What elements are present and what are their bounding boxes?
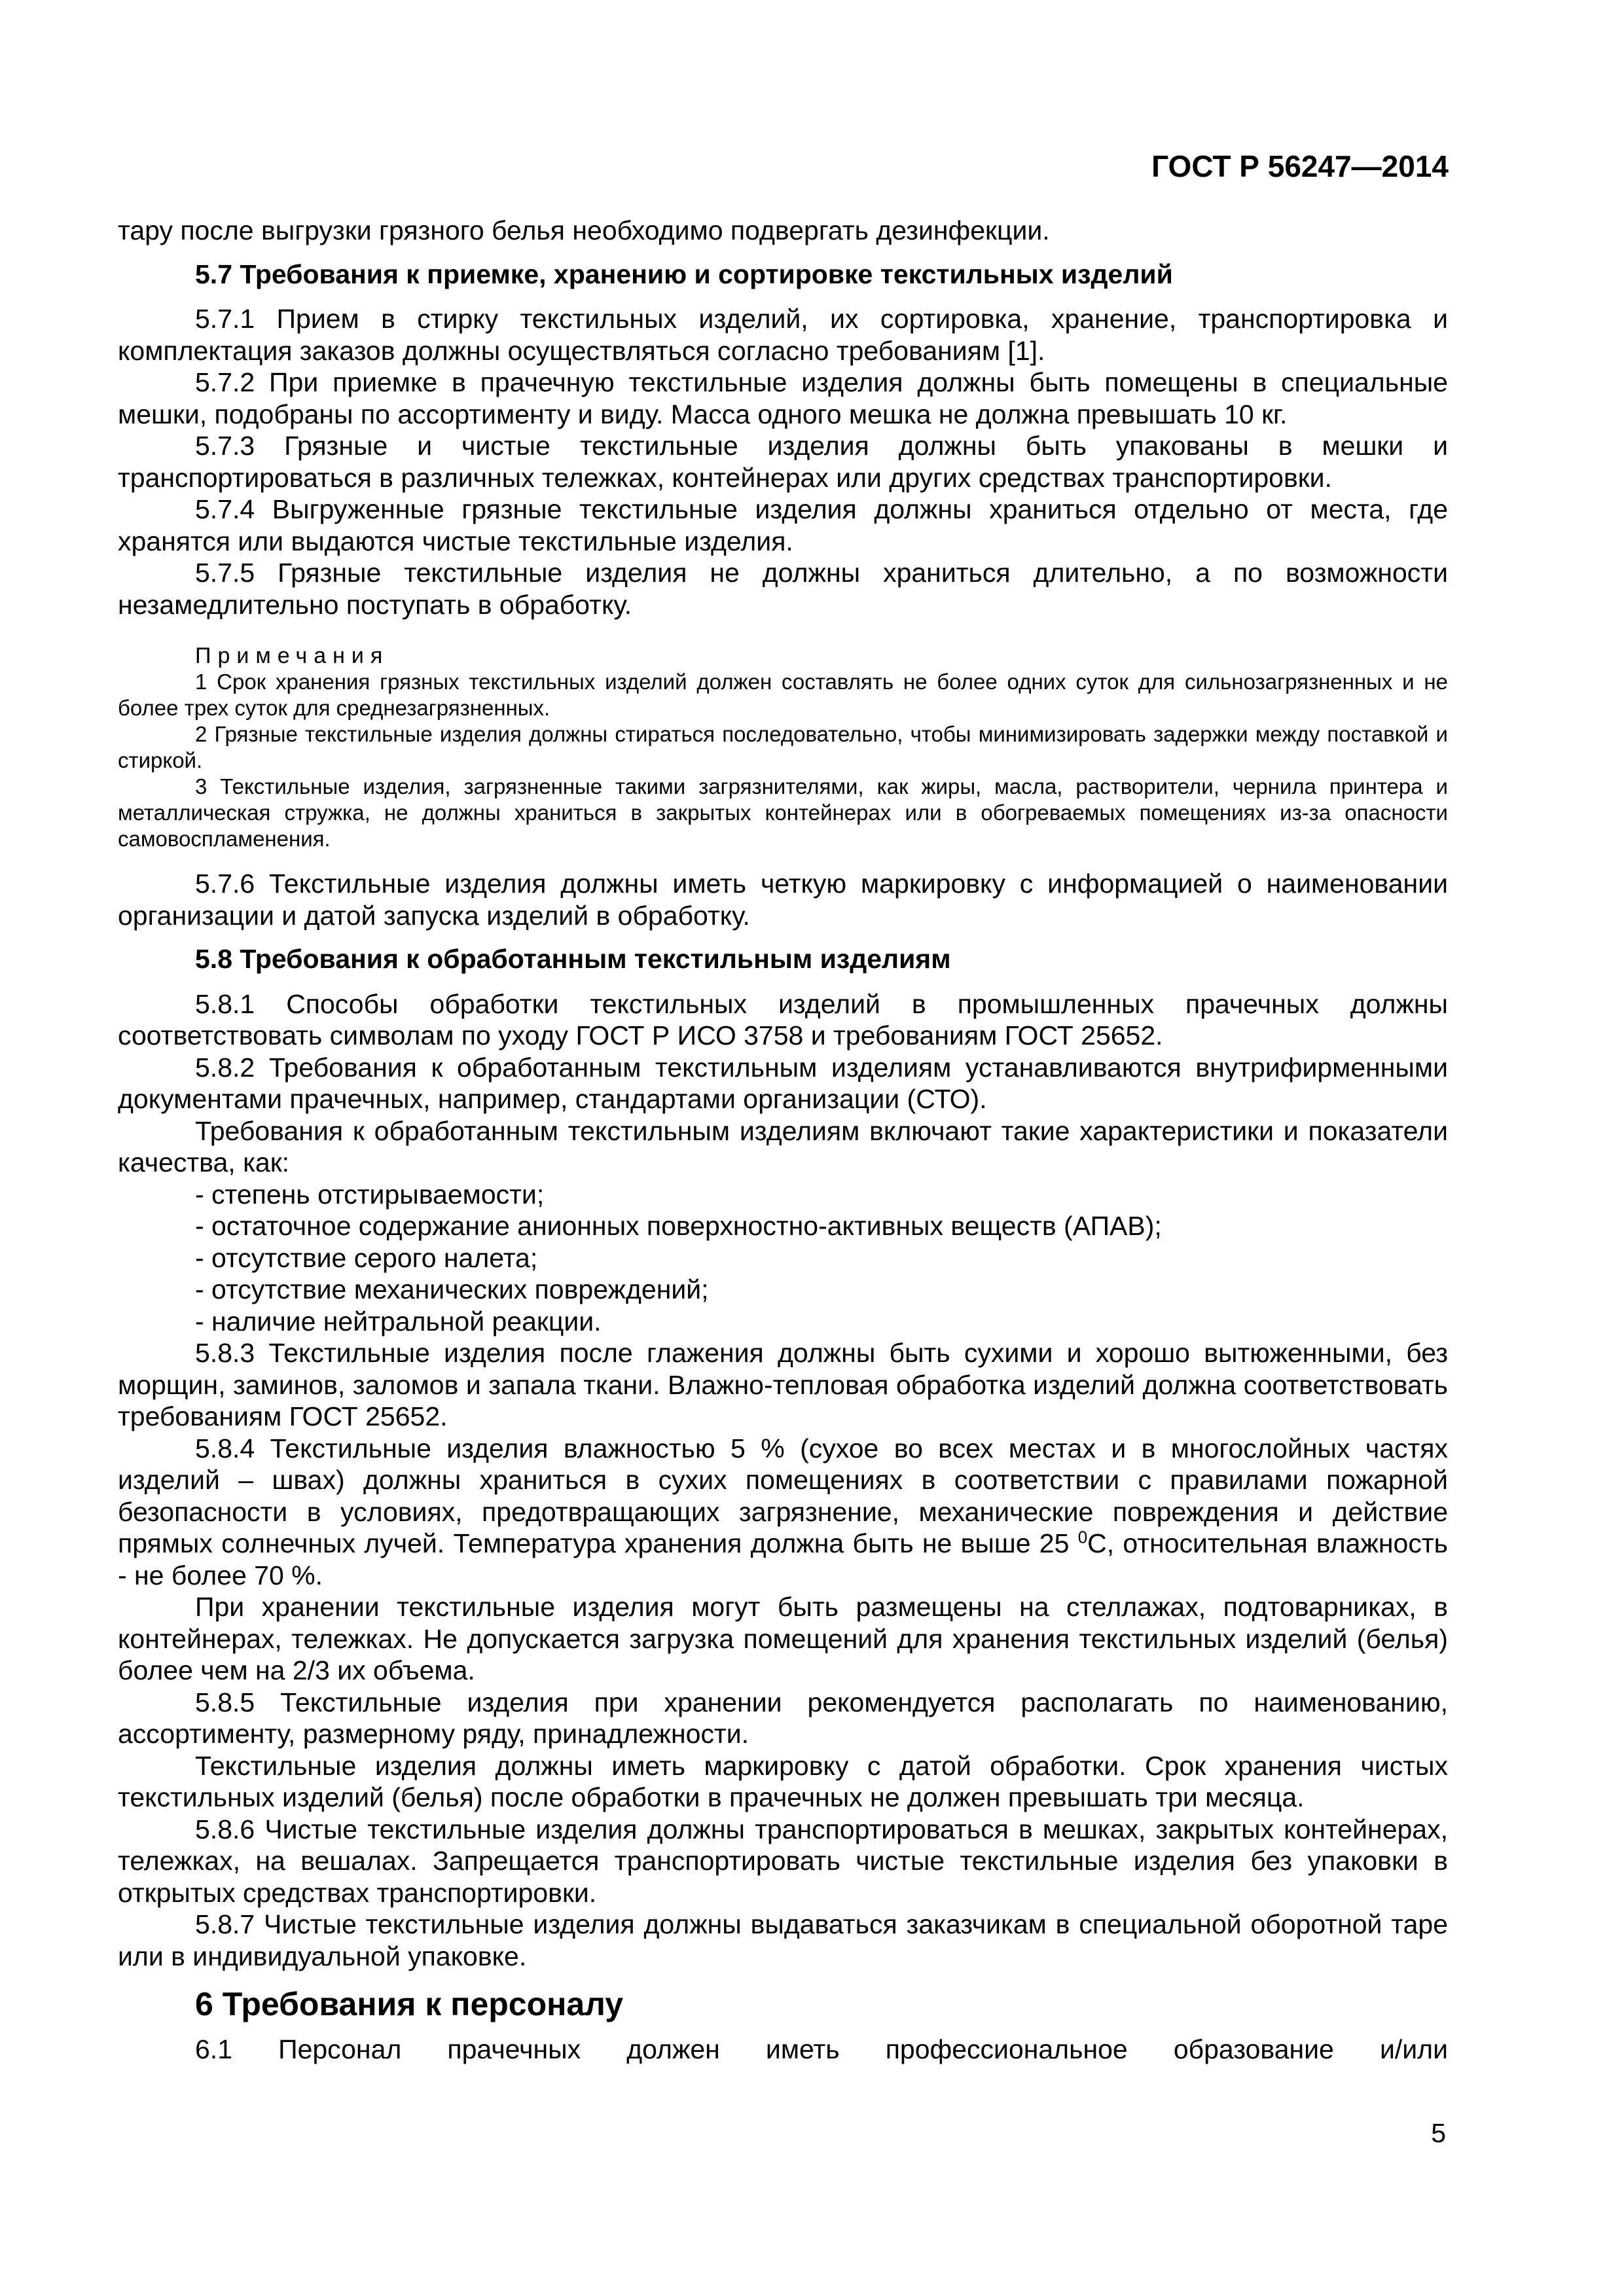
list-item: - остаточное содержание анионных поверхностно-активных веществ (АПАВ); <box>195 1211 1162 1241</box>
clause-5-7-1: 5.7.1 Прием в стирку текстильных изделий, их сортировка, хранение, транспортировка и комплектация заказов должны осуществляться согласно требованиям [1]. <box>118 304 1448 366</box>
clause-5-8-5-marking: Текстильные изделия должны иметь маркировку с датой обработки. Срок хранения чистых текстильных изделий (белья) после обработки в прачечных не должен превышать три месяца. <box>118 1750 1448 1812</box>
clause-6-1: 6.1 Персонал прачечных должен иметь профессиональное образование и/или <box>195 2034 1448 2064</box>
clause-5-7-5: 5.7.5 Грязные текстильные изделия не должны храниться длительно, а по возможности незамедлительно поступать в обработку. <box>118 558 1448 620</box>
note-1: 1 Срок хранения грязных текстильных изделий должен составлять не более одних суток для сильнозагрязненных и не более трех суток для среднезагрязненных. <box>118 670 1448 720</box>
note-2: 2 Грязные текстильные изделия должны стираться последовательно, чтобы минимизировать задержки между поставкой и стиркой. <box>118 722 1448 772</box>
clause-5-8-4-text-a: 5.8.4 Текстильные изделия влажностью 5 % (сухое во всех местах и в многослойных частях изделий – швах) должны храниться в сухих помещениях в соответствии с правилами пожарной безопасности в условиях, предотвращающих загрязнение, механические повреждения и действие прямых солнечных лучей. Температура хранения должна быть не выше 25 <box>118 1433 1448 1558</box>
clause-5-7-6: 5.7.6 Текстильные изделия должны иметь четкую маркировку с информацией о наименовании организации и датой запуска изделий в обработку. <box>118 869 1448 931</box>
page-number: 5 <box>1431 2118 1446 2148</box>
degree-superscript: 0 <box>1077 1527 1088 1547</box>
clause-5-8-2-requirements: Требования к обработанным текстильным изделиям включают такие характеристики и показатели качества, как: <box>118 1115 1448 1177</box>
notes-title: Примечания <box>195 643 389 668</box>
document-body <box>118 215 1448 2066</box>
paragraph-continuation: тару после выгрузки грязного белья необходимо подвергать дезинфекции. <box>118 215 1050 245</box>
clause-5-8-1: 5.8.1 Способы обработки текстильных изделий в промышленных прачечных должны соответствовать символам по уходу ГОСТ Р ИСО 3758 и требованиям ГОСТ 25652. <box>118 988 1448 1050</box>
section-heading-6: 6 Требования к персоналу <box>195 1986 624 2022</box>
list-item: - отсутствие механических повреждений; <box>195 1274 709 1304</box>
clause-5-8-4-text-b: С, относительная влажность - не более 70 %. <box>118 1528 1448 1590</box>
clause-5-7-4: 5.7.4 Выгруженные грязные текстильные изделия должны храниться отдельно от места, где хранятся или выдаются чистые текстильные изделия. <box>118 494 1448 556</box>
clause-5-8-4 <box>118 1433 1448 1592</box>
notes-block <box>118 669 1448 852</box>
clause-5-7-2: 5.7.2 При приемке в прачечную текстильные изделия должны быть помещены в специальные мешки, подобраны по ассортименту и виду. Масса одного мешка не должна превышать 10 кг. <box>118 367 1448 429</box>
section-heading-5-7: 5.7 Требования к приемке, хранению и сортировке текстильных изделий <box>195 259 1173 289</box>
clause-5-8-7: 5.8.7 Чистые текстильные изделия должны выдаваться заказчикам в специальной оборотной таре или в индивидуальной упаковке. <box>118 1909 1448 1971</box>
list-item: - наличие нейтральной реакции. <box>195 1306 602 1336</box>
clause-5-8-4-storage: При хранении текстильные изделия могут быть размещены на стеллажах, подтоварниках, в контейнерах, тележках. Не допускается загрузка помещений для хранения текстильных изделий (белья) более чем на 2/3 их объема. <box>118 1592 1448 1685</box>
clause-5-8-2: 5.8.2 Требования к обработанным текстильным изделиям устанавливаются внутрифирменными документами прачечных, например, стандартами организации (СТО). <box>118 1052 1448 1114</box>
list-item: - отсутствие серого налета; <box>195 1242 538 1273</box>
section-heading-5-8: 5.8 Требования к обработанным текстильным изделиям <box>195 944 951 974</box>
list-item: - степень отстирываемости; <box>195 1179 545 1210</box>
document-code: ГОСТ Р 56247—2014 <box>1151 149 1449 183</box>
note-3: 3 Текстильные изделия, загрязненные такими загрязнителями, как жиры, масла, растворители, чернила принтера и металлическая стружка, не должны храниться в закрытых контейнерах или в обогреваемых помещениях из-за опасности самовоспламенения. <box>118 774 1448 851</box>
clause-5-8-6: 5.8.6 Чистые текстильные изделия должны транспортироваться в мешках, закрытых контейнерах, тележках, на вешалах. Запрещается транспортировать чистые текстильные изделия без упаковки в открытых средствах транспортировки. <box>118 1814 1448 1908</box>
clause-5-8-5: 5.8.5 Текстильные изделия при хранении рекомендуется располагать по наименованию, ассортименту, размерному ряду, принадлежности. <box>118 1687 1448 1749</box>
clause-5-8-3: 5.8.3 Текстильные изделия после глажения должны быть сухими и хорошо вытюженными, без морщин, заминов, заломов и запала ткани. Влажно-тепловая обработка изделий должна соответствовать требованиям ГОСТ 25652. <box>118 1338 1448 1431</box>
clause-5-7-3: 5.7.3 Грязные и чистые текстильные изделия должны быть упакованы в мешки и транспортироваться в различных тележках, контейнерах или других средствах транспортировки. <box>118 431 1448 493</box>
quality-indicators-list <box>118 1179 1448 1338</box>
